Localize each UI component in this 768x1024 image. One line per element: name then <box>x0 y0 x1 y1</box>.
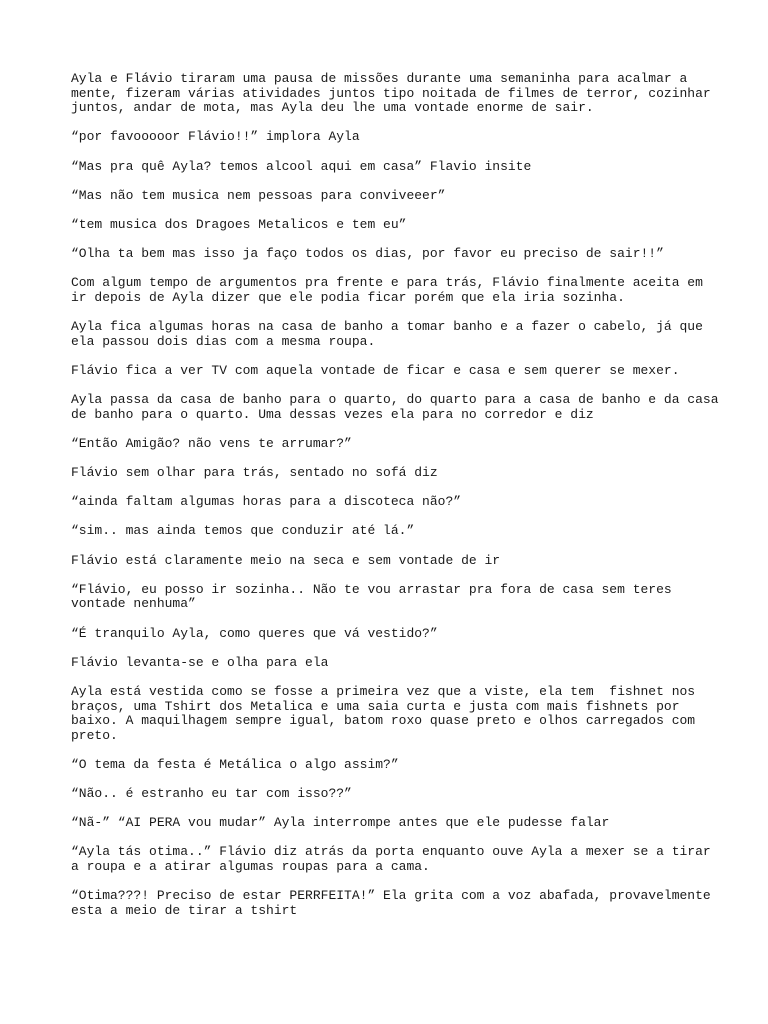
paragraph: “tem musica dos Dragoes Metalicos e tem eu” <box>71 216 407 232</box>
paragraph: Flávio levanta-se e olha para ela <box>71 654 329 670</box>
document-page <box>71 71 719 933</box>
paragraph: “Flávio, eu posso ir sozinha.. Não te vou arrastar pra fora de casa sem teres vontade nenhuma” <box>71 581 672 612</box>
paragraph: Flávio sem olhar para trás, sentado no sofá diz <box>71 465 438 481</box>
paragraph: Ayla e Flávio tiraram uma pausa de missões durante uma semaninha para acalmar a mente, fizeram várias atividades juntos tipo noitada de filmes de terror, cozinhar juntos, andar de mota, mas Ayla deu lhe uma vontade enorme de sair. <box>71 71 711 116</box>
paragraph: Ayla fica algumas horas na casa de banho a tomar banho e a fazer o cabelo, já que ela passou dois dias com a mesma roupa. <box>71 319 703 349</box>
paragraph: “Mas pra quê Ayla? temos alcool aqui em casa” Flavio insite <box>71 158 532 174</box>
paragraph: Flávio fica a ver TV com aquela vontade de ficar e casa e sem querer se mexer. <box>71 362 680 378</box>
paragraph: “sim.. mas ainda temos que conduzir até lá.” <box>71 523 415 539</box>
paragraph: “Nã-” “AI PERA vou mudar” Ayla interrompe antes que ele pudesse falar <box>71 815 610 831</box>
paragraph: “O tema da festa é Metálica o algo assim?” <box>71 756 399 772</box>
paragraph: “Então Amigão? não vens te arrumar?” <box>71 435 352 451</box>
paragraph: Flávio está claramente meio na seca e sem vontade de ir <box>71 552 501 568</box>
paragraph: “por favooooor Flávio!!” implora Ayla <box>71 129 360 145</box>
paragraph: “ainda faltam algumas horas para a discoteca não?” <box>71 494 462 510</box>
paragraph: “Olha ta bem mas isso ja faço todos os dias, por favor eu preciso de sair!!” <box>71 246 664 262</box>
paragraph: “Mas não tem musica nem pessoas para conviveeer” <box>71 187 446 203</box>
paragraph: “Não.. é estranho eu tar com isso??” <box>71 786 352 802</box>
paragraph: Ayla está vestida como se fosse a primeira vez que a viste, ela tem fishnet nos braços, uma Tshirt dos Metalica e uma saia curta e justa com mais fishnets por baixo. A maquilhagem sempre igual, batom roxo quase preto e olhos carregados com preto. <box>71 683 696 743</box>
paragraph: “Ayla tás otima..” Flávio diz atrás da porta enquanto ouve Ayla a mexer se a tirar a roupa e a atirar algumas roupas para a cama. <box>71 844 711 875</box>
paragraph: Com algum tempo de argumentos pra frente e para trás, Flávio finalmente aceita em ir depois de Ayla dizer que ele podia ficar porém que ela iria sozinha. <box>71 275 703 305</box>
paragraph: Ayla passa da casa de banho para o quarto, do quarto para a casa de banho e da casa de banho para o quarto. Uma dessas vezes ela para no corredor e diz <box>71 392 719 422</box>
paragraph: “É tranquilo Ayla, como queres que vá vestido?” <box>71 625 438 641</box>
paragraph: “Otima???! Preciso de estar PERRFEITA!” Ela grita com a voz abafada, provavelmente esta a meio de tirar a tshirt <box>71 888 711 918</box>
